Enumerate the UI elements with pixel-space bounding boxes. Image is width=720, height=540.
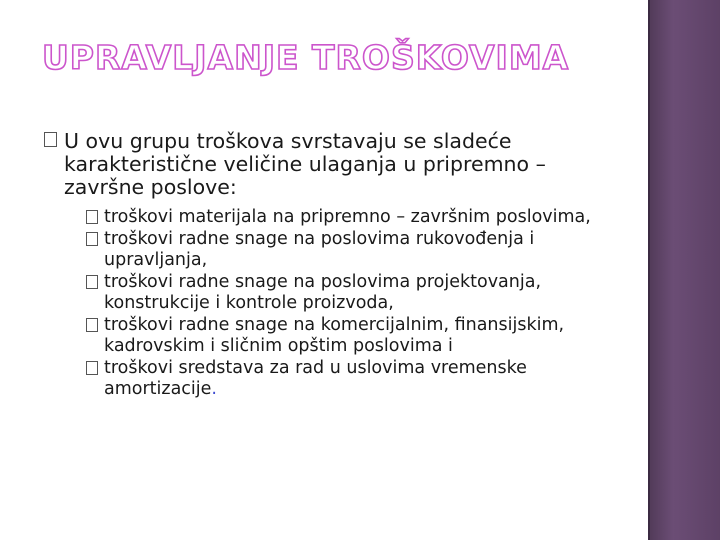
square-bullet-icon xyxy=(86,275,98,289)
final-period: . xyxy=(211,379,217,399)
list-item-text: troškovi radne snage na poslovima rukovođenja i upravljanja, xyxy=(104,228,535,270)
sub-bullet-list xyxy=(44,207,624,401)
square-bullet-icon xyxy=(86,361,98,375)
decorative-sidebar xyxy=(642,0,720,540)
list-item xyxy=(86,272,624,315)
list-item-text: troškovi radne snage na komercijalnim, finansijskim, kadrovskim i sličnim opštim poslovima i xyxy=(104,314,565,356)
list-item xyxy=(86,207,624,229)
list-item xyxy=(86,315,624,358)
list-item-text: troškovi sredstava za rad u uslovima vremenske amortizacije xyxy=(104,357,527,399)
main-bullet-text: U ovu grupu troškova svrstavaju se sladeće karakteristične veličine ulaganja u pripremno – završne poslove: xyxy=(64,129,546,199)
list-item-text: troškovi radne snage na poslovima projektovanja, konstrukcije i kontrole proizvoda, xyxy=(104,271,542,313)
square-bullet-icon xyxy=(86,210,98,224)
slide-title: UPRAVLJANJE TROŠKOVIMA xyxy=(42,38,570,77)
square-bullet-icon xyxy=(86,232,98,246)
slide-content xyxy=(44,130,624,401)
list-item xyxy=(86,229,624,272)
main-bullet xyxy=(44,130,624,199)
square-bullet-icon xyxy=(86,318,98,332)
list-item xyxy=(86,358,624,401)
list-item-text: troškovi materijala na pripremno – završnim poslovima, xyxy=(104,207,591,227)
square-bullet-icon xyxy=(44,132,57,147)
